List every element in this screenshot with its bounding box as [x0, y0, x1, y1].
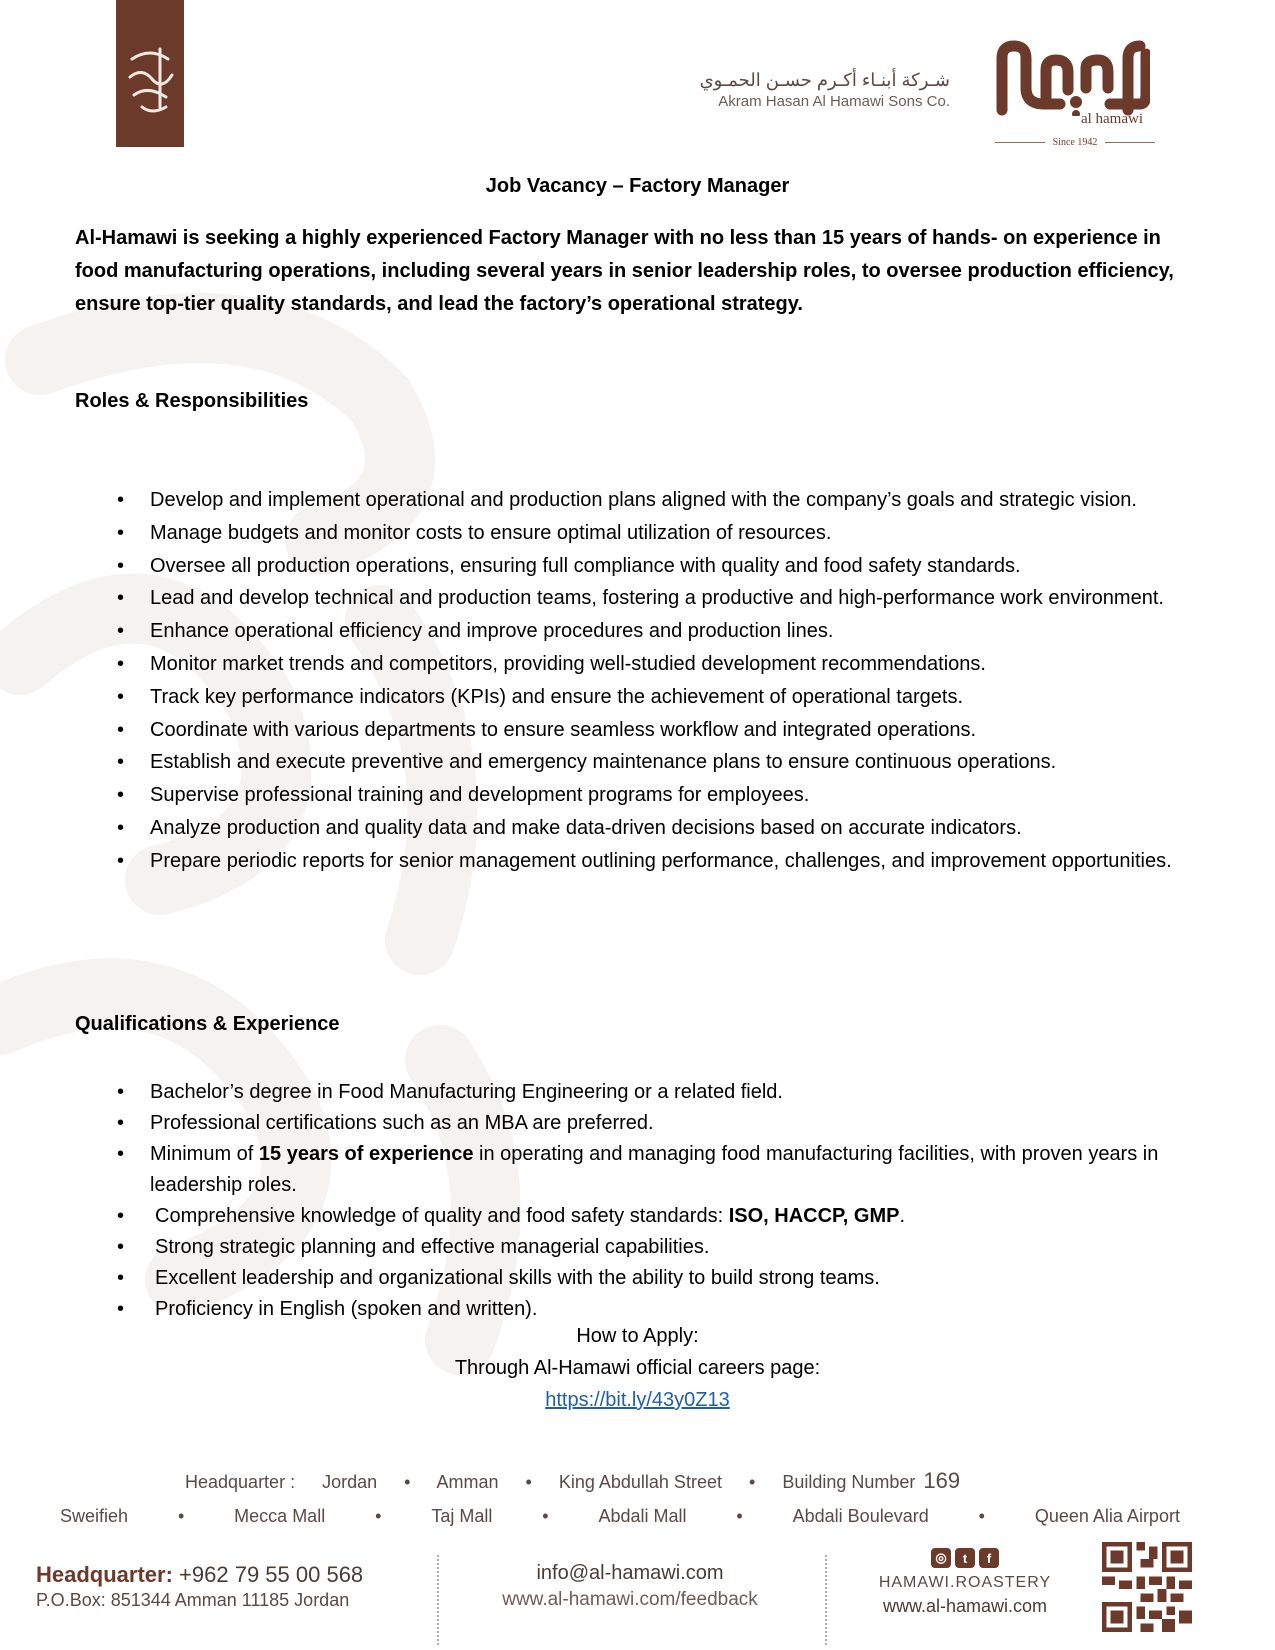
separator-dot: • [525, 1472, 532, 1492]
qr-code-icon [1102, 1542, 1192, 1632]
qualification-item [75, 1108, 1215, 1139]
website-link[interactable]: www.al-hamawi.com [882, 1596, 1048, 1616]
apply-text: Through Al-Hamawi official careers page: [454, 1357, 821, 1379]
bullet-icon: • [117, 1298, 125, 1320]
role-text: Monitor market trends and competitors, providing well-studied development recommendations. [150, 652, 986, 675]
bullet-icon: • [117, 784, 125, 807]
role-item [75, 582, 1215, 615]
qualification-text: Excellent leadership and organizational skills with the ability to build strong teams. [155, 1267, 880, 1289]
company-name-arabic: شـركة أبنـاء أكـرم حسـن الحمـوي [699, 70, 950, 90]
building-number: 169 [923, 1468, 961, 1493]
role-item [75, 779, 1215, 812]
apply-heading: How to Apply: [576, 1325, 699, 1347]
bullet-icon: • [117, 1112, 125, 1134]
address-street: King Abdullah Street [558, 1472, 722, 1492]
role-text: Prepare periodic reports for senior management outlining performance, challenges, and improvement opportunities. [150, 849, 1172, 872]
role-text: Manage budgets and monitor costs to ensure optimal utilization of resources. [150, 521, 832, 544]
footer-divider [825, 1555, 827, 1645]
how-to-apply [0, 1320, 1275, 1416]
bullet-icon: • [117, 1267, 125, 1289]
role-text: Develop and implement operational and production plans aligned with the company’s goals and strategic vision. [150, 489, 1137, 511]
brand-arabic-logo-icon [990, 38, 1150, 116]
role-text: Analyze production and quality data and make data-driven decisions based on accurate indicators. [150, 816, 1022, 839]
roles-list [75, 484, 1215, 878]
bullet-icon: • [117, 489, 125, 511]
headquarter-address [185, 1468, 982, 1494]
qualification-text: Strong strategic planning and effective managerial capabilities. [155, 1236, 710, 1258]
separator-dot: • [748, 1472, 756, 1492]
branch-name: Abdali Mall [598, 1506, 687, 1526]
qualification-item [75, 1201, 1215, 1232]
qualification-item [75, 1263, 1215, 1294]
address-label: Headquarter : [185, 1472, 296, 1492]
brand-since [995, 137, 1155, 148]
branch-name: Sweifieh [60, 1506, 129, 1526]
qualification-text-end: in operating and managing food manufacturing facilities, with proven years in leadership roles. [150, 1143, 1159, 1196]
facebook-icon[interactable]: f [979, 1548, 999, 1568]
bullet-icon: • [117, 849, 125, 872]
role-item [75, 714, 1215, 747]
bullet-icon: • [117, 1143, 125, 1165]
footer-divider [437, 1555, 439, 1645]
role-item [75, 517, 1215, 550]
address-building-label: Building Number [782, 1472, 916, 1492]
bullet-icon: • [117, 620, 125, 643]
separator-dot: • [404, 1472, 411, 1492]
role-text: Supervise professional training and development programs for employees. [150, 784, 810, 807]
feedback-link[interactable]: www.al-hamawi.com/feedback [502, 1589, 758, 1610]
company-name-english: Akram Hasan Al Hamawi Sons Co. [718, 93, 950, 110]
since-text: Since 1942 [1052, 137, 1098, 148]
role-text: Enhance operational efficiency and improve procedures and production lines. [150, 620, 834, 643]
qualification-text: Bachelor’s degree in Food Manufacturing Engineering or a related field. [150, 1081, 783, 1103]
po-box: P.O.Box: 851344 Amman 11185 Jordan [36, 1590, 350, 1610]
qualification-text: Comprehensive knowledge of quality and food safety standards: [155, 1205, 729, 1227]
bullet-icon: • [117, 685, 125, 708]
page-title: Job Vacancy – Factory Manager [485, 175, 790, 197]
side-calligraphy-logo [116, 0, 184, 147]
role-item [75, 681, 1215, 714]
hq-phone[interactable]: +962 79 55 00 568 [179, 1562, 364, 1587]
bullet-icon: • [117, 587, 125, 610]
calligraphy-icon [122, 29, 178, 119]
qualifications-list [75, 1077, 1215, 1325]
qualification-text: Professional certifications such as an MBA are preferred. [150, 1112, 654, 1134]
bullet-icon: • [117, 1205, 125, 1227]
role-text: Establish and execute preventive and emergency maintenance plans to ensure continuous operations. [150, 751, 1057, 774]
twitter-icon[interactable]: t [955, 1548, 975, 1568]
branch-name: Queen Alia Airport [1034, 1506, 1180, 1526]
bullet-icon: • [117, 521, 125, 544]
qualifications-heading: Qualifications & Experience [75, 1013, 340, 1035]
bullet-icon: • [117, 554, 125, 577]
qualification-emphasis: 15 years of experience [258, 1143, 474, 1165]
role-text: Coordinate with various departments to ensure seamless workflow and integrated operations. [150, 718, 976, 741]
qualification-text: Minimum of [150, 1143, 259, 1165]
intro-paragraph: Al-Hamawi is seeking a highly experienced Factory Manager with no less than 15 years of hands- on experience in food manufacturing operations, including several years in senior leadership roles, to oversee production efficiency, ensure top-tier quality standards, and lead the factory’s operational strategy. [75, 227, 1174, 315]
bullet-icon: • [117, 1081, 125, 1103]
headquarter-contact [36, 1562, 416, 1611]
address-city: Amman [436, 1472, 499, 1492]
roles-heading: Roles & Responsibilities [75, 390, 309, 412]
branch-name: Abdali Boulevard [792, 1506, 929, 1526]
bullet-icon: • [117, 751, 125, 774]
email-contact [440, 1562, 820, 1611]
qualification-item [75, 1232, 1215, 1263]
email-link[interactable]: info@al-hamawi.com [536, 1562, 724, 1584]
social-block [850, 1548, 1080, 1617]
role-text: Lead and develop technical and production teams, fostering a productive and high-performance work environment. [150, 587, 1164, 610]
role-item [75, 845, 1215, 878]
company-name-block [690, 70, 950, 110]
divider [995, 142, 1045, 143]
separator-dot: • [736, 1506, 743, 1526]
separator-dot: • [375, 1506, 382, 1526]
brand-name: al hamawi [1080, 111, 1143, 127]
role-item [75, 484, 1215, 517]
qualification-text: Proficiency in English (spoken and written). [155, 1298, 538, 1320]
role-text: Track key performance indicators (KPIs) and ensure the achievement of operational targets. [150, 685, 963, 708]
role-item [75, 615, 1215, 648]
separator-dot: • [177, 1506, 185, 1526]
qualification-emphasis: ISO, HACCP, GMP [728, 1205, 900, 1227]
social-handle: HAMAWI.ROASTERY [878, 1574, 1052, 1591]
qualification-item [75, 1139, 1215, 1201]
careers-link[interactable]: https://bit.ly/43y0Z13 [545, 1389, 730, 1411]
role-item [75, 648, 1215, 681]
branches-list [60, 1506, 1180, 1527]
bullet-icon: • [117, 816, 125, 839]
role-item [75, 812, 1215, 845]
role-item [75, 550, 1215, 583]
branch-name: Mecca Mall [234, 1506, 326, 1526]
role-item [75, 746, 1215, 779]
address-country: Jordan [322, 1472, 378, 1492]
qualification-text-end: . [899, 1205, 906, 1227]
branch-name: Taj Mall [431, 1506, 493, 1526]
instagram-icon[interactable]: ◎ [931, 1548, 951, 1568]
role-text: Oversee all production operations, ensuring full compliance with quality and food safety standards. [150, 554, 1021, 577]
bullet-icon: • [117, 652, 125, 675]
hq-label: Headquarter: [36, 1562, 173, 1587]
separator-dot: • [978, 1506, 985, 1526]
divider [1105, 142, 1155, 143]
separator-dot: • [542, 1506, 549, 1526]
qualification-item [75, 1077, 1215, 1108]
bullet-icon: • [117, 718, 125, 741]
bullet-icon: • [117, 1236, 125, 1258]
brand-logo [985, 38, 1155, 158]
